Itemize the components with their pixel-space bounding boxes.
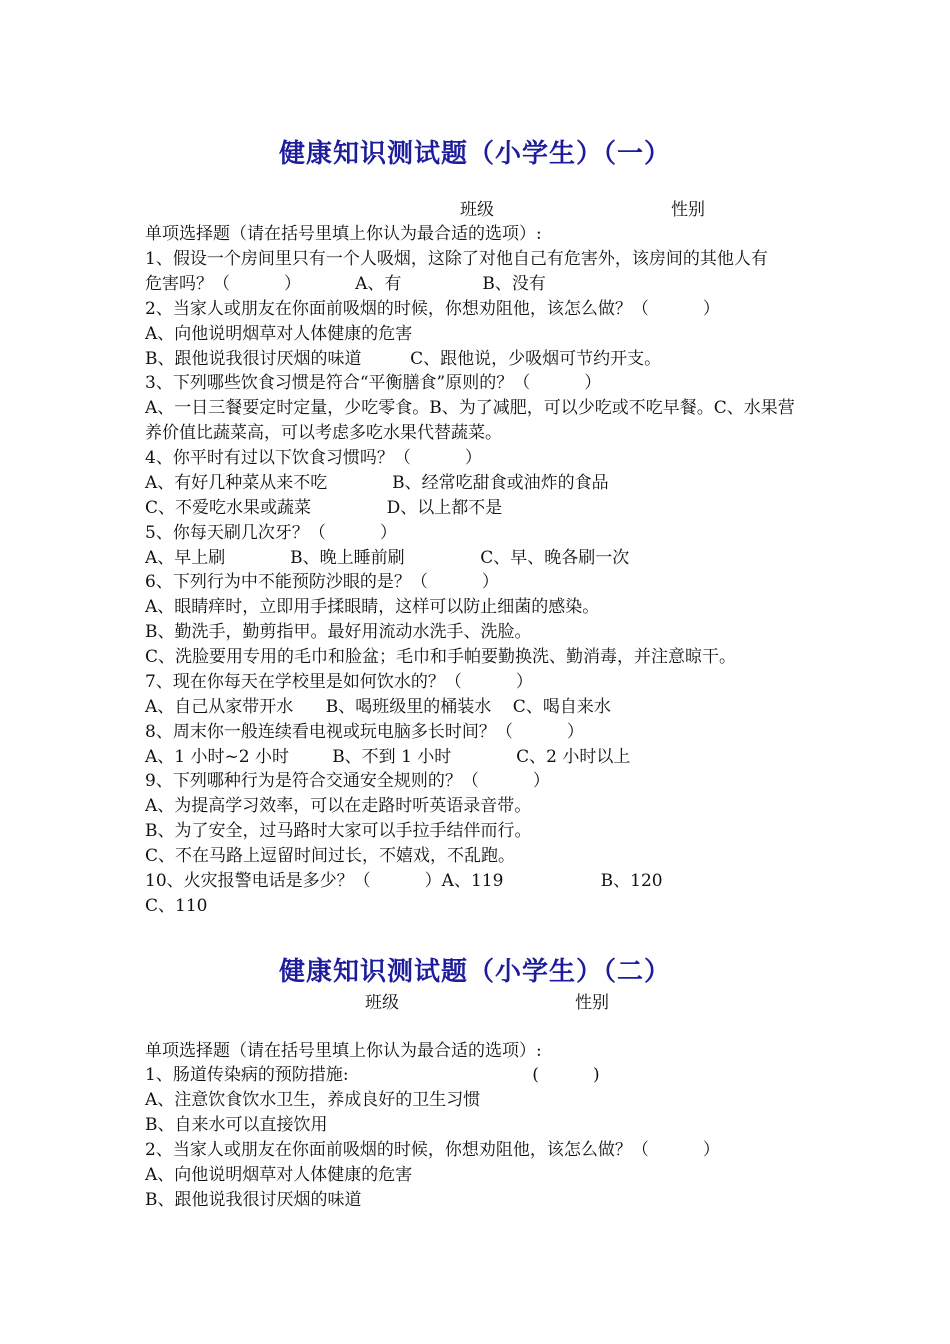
option-line: A、向他说明烟草对人体健康的危害 [145,1165,413,1185]
gender-label: 性别 [575,993,609,1013]
section-2-title: 健康知识测试题（小学生）（二） [278,957,671,987]
option-line: B、跟他说我很讨厌烟的味道 C、跟他说，少吸烟可节约开支。 [145,349,662,369]
section-1-title: 健康知识测试题（小学生）（一） [278,139,671,169]
option-line: C、不爱吃水果或蔬菜 D、以上都不是 [145,498,503,518]
option-line: A、一日三餐要定时定量，少吃零食。B、为了减肥，可以少吃或不吃早餐。C、水果营 [145,398,795,418]
question-line: 3、下列哪些饮食习惯是符合“平衡膳食”原则的？（ ） [145,373,602,393]
question-line: 2、当家人或朋友在你面前吸烟的时候，你想劝阻他，该怎么做？（ ） [145,1140,720,1160]
option-line: C、洗脸要用专用的毛巾和脸盆；毛巾和手帕要勤换洗、勤消毒，并注意晾干。 [145,647,737,667]
option-line: A、向他说明烟草对人体健康的危害 [145,324,413,344]
option-line: A、自己从家带开水 B、喝班级里的桶装水 C、喝自来水 [145,697,611,717]
option-line: A、有好几种菜从来不吃 B、经常吃甜食或油炸的食品 [145,473,609,493]
question-line: 5、你每天刷几次牙？（ ） [145,523,397,543]
option-line: A、早上刷 B、晚上睡前刷 C、早、晚各刷一次 [145,548,630,568]
option-line: B、为了安全，过马路时大家可以手拉手结伴而行。 [145,821,532,841]
question-line: 2、当家人或朋友在你面前吸烟的时候，你想劝阻他，该怎么做？（ ） [145,299,720,319]
option-line: 养价值比蔬菜高，可以考虑多吃水果代替蔬菜。 [145,423,502,443]
option-line: A、注意饮食饮水卫生，养成良好的卫生习惯 [145,1090,481,1110]
class-label: 班级 [365,993,399,1013]
option-line: A、眼睛痒时，立即用手揉眼睛，这样可以防止细菌的感染。 [145,597,600,617]
question-line: 7、现在你每天在学校里是如何饮水的？（ ） [145,672,533,692]
question-line: 6、下列行为中不能预防沙眼的是？（ ） [145,572,499,592]
question-line: 8、周末你一般连续看电视或玩电脑多长时间？（ ） [145,722,584,742]
question-line: 4、你平时有过以下饮食习惯吗？（ ） [145,448,482,468]
option-line: C、不在马路上逗留时间过长，不嬉戏，不乱跑。 [145,846,516,866]
question-line: 9、下列哪种行为是符合交通安全规则的？（ ） [145,771,550,791]
class-label: 班级 [460,200,494,220]
question-line: 1、肠道传染病的预防措施: ( ) [145,1065,600,1085]
option-line: B、跟他说我很讨厌烟的味道 [145,1190,362,1210]
option-line: C、110 [145,896,208,916]
instruction: 单项选择题（请在括号里填上你认为最合适的选项）: [145,224,542,244]
option-line: B、自来水可以直接饮用 [145,1115,328,1135]
option-line: A、1 小时~2 小时 B、不到 1 小时 C、2 小时以上 [145,747,631,767]
instruction: 单项选择题（请在括号里填上你认为最合适的选项）: [145,1041,542,1061]
option-line: A、为提高学习效率，可以在走路时听英语录音带。 [145,796,532,816]
gender-label: 性别 [671,200,705,220]
question-line: 1、假设一个房间里只有一个人吸烟，这除了对他自己有危害外，该房间的其他人有 [145,249,768,269]
option-line: B、勤洗手，勤剪指甲。最好用流动水洗手、洗脸。 [145,622,532,642]
question-line: 10、火灾报警电话是多少？（ ）A、119 B、120 [145,871,663,891]
question-line: 危害吗？（ ） A、有 B、没有 [145,274,546,294]
